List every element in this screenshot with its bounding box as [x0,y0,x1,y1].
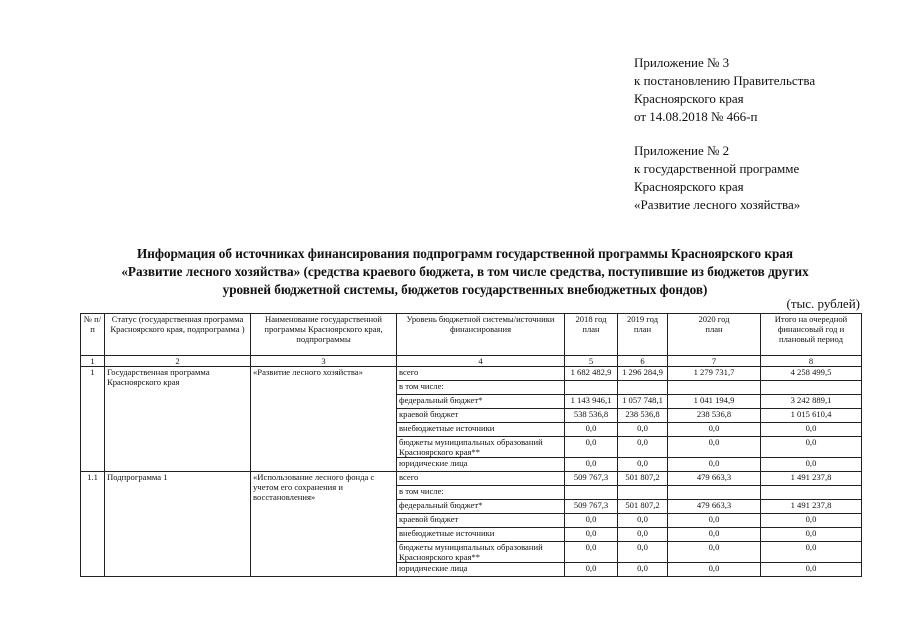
column-index: 7 [668,356,761,367]
value-2020-cell: 0,0 [668,437,761,458]
column-index: 5 [565,356,618,367]
value-total-cell: 1 015 610,4 [761,409,862,423]
value-2019-cell: 0,0 [618,458,668,472]
source-label-cell: краевой бюджет [397,409,565,423]
source-label-cell: юридические лица [397,458,565,472]
table-row [81,472,862,486]
source-label-cell: внебюджетные источники [397,423,565,437]
value-2020-cell: 238 536,8 [668,409,761,423]
source-label-cell: бюджеты муниципальных образований Красноярского края** [397,437,565,458]
document-title [70,245,860,299]
appendix-program-block [634,142,894,214]
value-2019-cell: 0,0 [618,563,668,577]
value-2020-cell: 479 663,3 [668,472,761,486]
value-2020-cell: 1 279 731,7 [668,367,761,381]
appendix-decree-line: Красноярского края [634,91,744,106]
value-2018-cell: 0,0 [565,528,618,542]
source-label-cell: внебюджетные источники [397,528,565,542]
column-index: 2 [105,356,251,367]
appendix-decree-line: к постановлению Правительства [634,73,816,88]
header-total: Итого на очередной финансовый год и плановый период [761,314,862,356]
value-2018-cell: 0,0 [565,514,618,528]
program-name-cell: «Развитие лесного хозяйства» [251,367,397,472]
source-label-cell: всего [397,472,565,486]
value-total-cell: 1 491 237,8 [761,500,862,514]
title-line: «Развитие лесного хозяйства» (средства краевого бюджета, в том числе средства, поступившие из бюджетов других [121,264,809,279]
value-total-cell: 0,0 [761,563,862,577]
source-label-cell: краевой бюджет [397,514,565,528]
value-2018-cell: 509 767,3 [565,472,618,486]
value-2020-cell: 0,0 [668,528,761,542]
header-name: Наименование государственной программы Красноярского края, подпрограммы [251,314,397,356]
value-total-cell: 1 491 237,8 [761,472,862,486]
header-2018 [565,314,618,356]
title-line: уровней бюджетной системы, бюджетов государственных внебюджетных фондов) [222,282,708,297]
value-total-cell: 0,0 [761,528,862,542]
header-year: 2020 год [698,314,730,324]
value-2018-cell: 538 536,8 [565,409,618,423]
source-label-cell: федеральный бюджет* [397,500,565,514]
header-plan: план [705,324,723,334]
source-label-cell: бюджеты муниципальных образований Красноярского края** [397,542,565,563]
source-label-cell: юридические лица [397,563,565,577]
value-2019-cell: 0,0 [618,437,668,458]
header-year: 2018 год [575,314,607,324]
value-2018-cell: 1 682 482,9 [565,367,618,381]
status-cell: Подпрограмма 1 [105,472,251,577]
value-total-cell: 0,0 [761,458,862,472]
value-2018-cell [565,486,618,500]
value-total-cell [761,486,862,500]
appendix-program-line: Красноярского края [634,179,744,194]
program-name-cell: «Использование лесного фонда с учетом его сохранения и восстановления» [251,472,397,577]
title-line: Информация об источниках финансирования подпрограмм государственной программы Красноярского края [136,246,794,261]
value-2020-cell: 0,0 [668,514,761,528]
header-2019 [618,314,668,356]
row-number: 1 [81,367,105,472]
value-total-cell: 0,0 [761,423,862,437]
header-plan: план [633,324,652,334]
source-label-cell: в том числе: [397,381,565,395]
value-total-cell: 0,0 [761,542,862,563]
value-2018-cell [565,381,618,395]
appendix-decree-line: Приложение № 3 [634,55,730,70]
appendix-decree-block [634,54,894,126]
value-total-cell: 3 242 889,1 [761,395,862,409]
value-2019-cell: 1 057 748,1 [618,395,668,409]
source-label-cell: всего [397,367,565,381]
value-2019-cell [618,381,668,395]
header-status: Статус (государственная программа Красноярского края, подпрограмма ) [105,314,251,356]
header-2020 [668,314,761,356]
value-2019-cell: 0,0 [618,528,668,542]
value-2020-cell: 0,0 [668,458,761,472]
value-2019-cell: 0,0 [618,542,668,563]
header-no: № п/п [81,314,105,356]
value-2018-cell: 1 143 946,1 [565,395,618,409]
value-2018-cell: 0,0 [565,437,618,458]
table-row [81,367,862,381]
value-2020-cell [668,486,761,500]
value-2018-cell: 0,0 [565,458,618,472]
value-2018-cell: 509 767,3 [565,500,618,514]
value-total-cell: 0,0 [761,514,862,528]
value-2019-cell: 0,0 [618,514,668,528]
value-2020-cell: 1 041 194,9 [668,395,761,409]
column-index: 4 [397,356,565,367]
column-index-row [81,356,862,367]
row-number: 1.1 [81,472,105,577]
value-2019-cell [618,486,668,500]
table-header-row [81,314,862,356]
value-2018-cell: 0,0 [565,423,618,437]
source-label-cell: федеральный бюджет* [397,395,565,409]
value-2019-cell: 0,0 [618,423,668,437]
column-index: 6 [618,356,668,367]
value-2020-cell: 0,0 [668,423,761,437]
header-level: Уровень бюджетной системы/источники финансирования [397,314,565,356]
unit-label: (тыс. рублей) [786,296,860,311]
value-2020-cell [668,381,761,395]
appendix-program-line: «Развитие лесного хозяйства» [634,197,801,212]
appendix-decree-line: от 14.08.2018 № 466-п [634,109,758,124]
header-plan: план [582,324,600,334]
column-index: 3 [251,356,397,367]
column-index: 8 [761,356,862,367]
value-2018-cell: 0,0 [565,563,618,577]
financing-table [80,313,862,577]
value-2019-cell: 238 536,8 [618,409,668,423]
value-total-cell: 4 258 499,5 [761,367,862,381]
value-2019-cell: 1 296 284,9 [618,367,668,381]
value-total-cell [761,381,862,395]
appendix-program-line: к государственной программе [634,161,800,176]
value-2019-cell: 501 807,2 [618,500,668,514]
source-label-cell: в том числе: [397,486,565,500]
appendix-program-line: Приложение № 2 [634,143,730,158]
value-2020-cell: 0,0 [668,542,761,563]
value-2019-cell: 501 807,2 [618,472,668,486]
value-2020-cell: 479 663,3 [668,500,761,514]
table-body [81,367,862,577]
status-cell: Государственная программа Красноярского края [105,367,251,472]
value-2018-cell: 0,0 [565,542,618,563]
value-total-cell: 0,0 [761,437,862,458]
value-2020-cell: 0,0 [668,563,761,577]
header-year: 2019 год [626,314,659,324]
column-index: 1 [81,356,105,367]
